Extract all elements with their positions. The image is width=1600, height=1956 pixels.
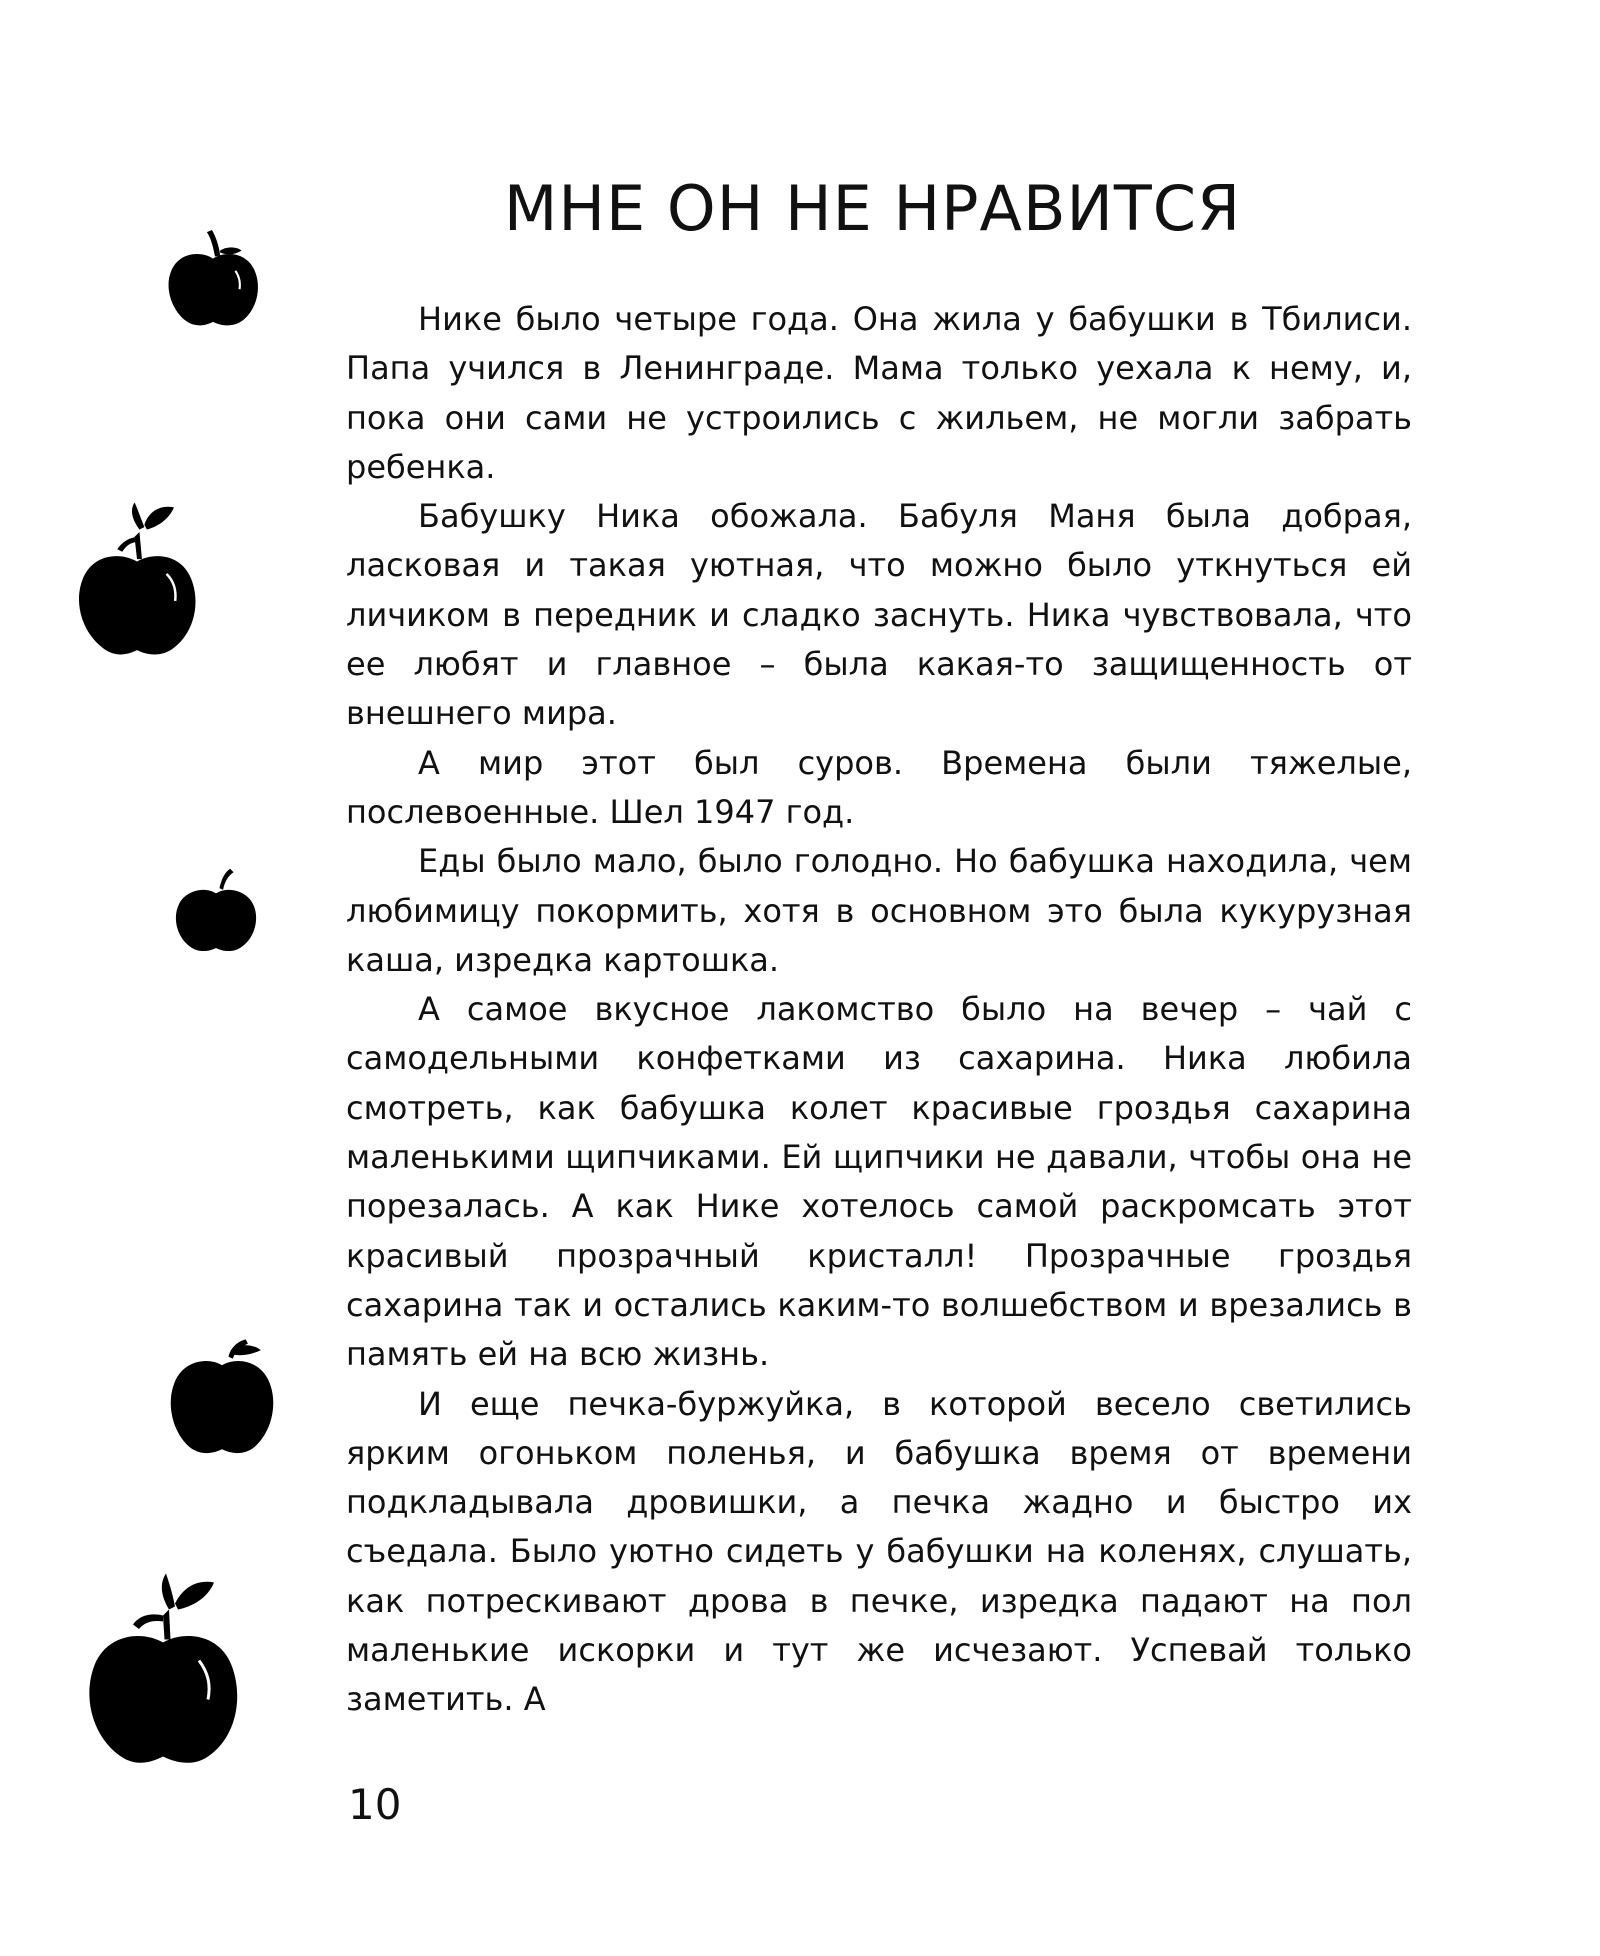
apple-icon: [88, 1570, 238, 1766]
page-number: 10: [348, 1780, 402, 1829]
chapter-title: МНЕ ОН НЕ НРАВИТСЯ: [503, 172, 1242, 245]
apple-icon: [160, 228, 266, 330]
apple-icon: [168, 1335, 276, 1459]
paragraph: А мир этот был суров. Времена были тяжелые, послевоенные. Шел 1947 год.: [346, 743, 1412, 831]
paragraph: Нике было четыре года. Она жила у бабушки в Тбилиси. Папа учился в Ленинграде. Мама только уехала к нему, и, пока они сами не устроились с жильем, не могли забрать ребенка.: [346, 300, 1412, 486]
paragraph: Бабушку Ника обожала. Бабуля Маня была добрая, ласковая и такая уютная, что можно было уткнуться ей личиком в передник и сладко заснуть. Ника чувствовала, что ее любят и главное – была какая-то защищенность от внешнего мира.: [346, 497, 1412, 733]
paragraph: А самое вкусное лакомство было на вечер – чай с самодельными конфетками из сахарина. Ника любила смотреть, как бабушка колет красивые гроздья сахарина маленькими щипчиками. Ей щипчики не давали, чтобы она не порезалась. А как Нике хотелось самой раскромсать этот красивый прозрачный кристалл! Прозрачные гроздья сахарина так и остались каким-то волшебством и врезались в память ей на всю жизнь.: [346, 990, 1412, 1374]
chapter-text: [346, 295, 1412, 1725]
paragraph: Еды было мало, было голодно. Но бабушка находила, чем любимицу покормить, хотя в основном это была кукурузная каша, изредка картошка.: [346, 842, 1412, 979]
apple-icon: [172, 866, 260, 956]
paragraph: И еще печка-буржуйка, в которой весело светились ярким огоньком поленья, и бабушка время от времени подкладывала дровишки, а печка жадно и быстро их съедала. Было уютно сидеть у бабушки на коленях, слушать, как потрескивают дрова в печке, изредка падают на пол маленькие искорки и тут же исчезают. Успевай только заметить. А: [346, 1384, 1412, 1719]
apple-icon: [75, 500, 199, 660]
